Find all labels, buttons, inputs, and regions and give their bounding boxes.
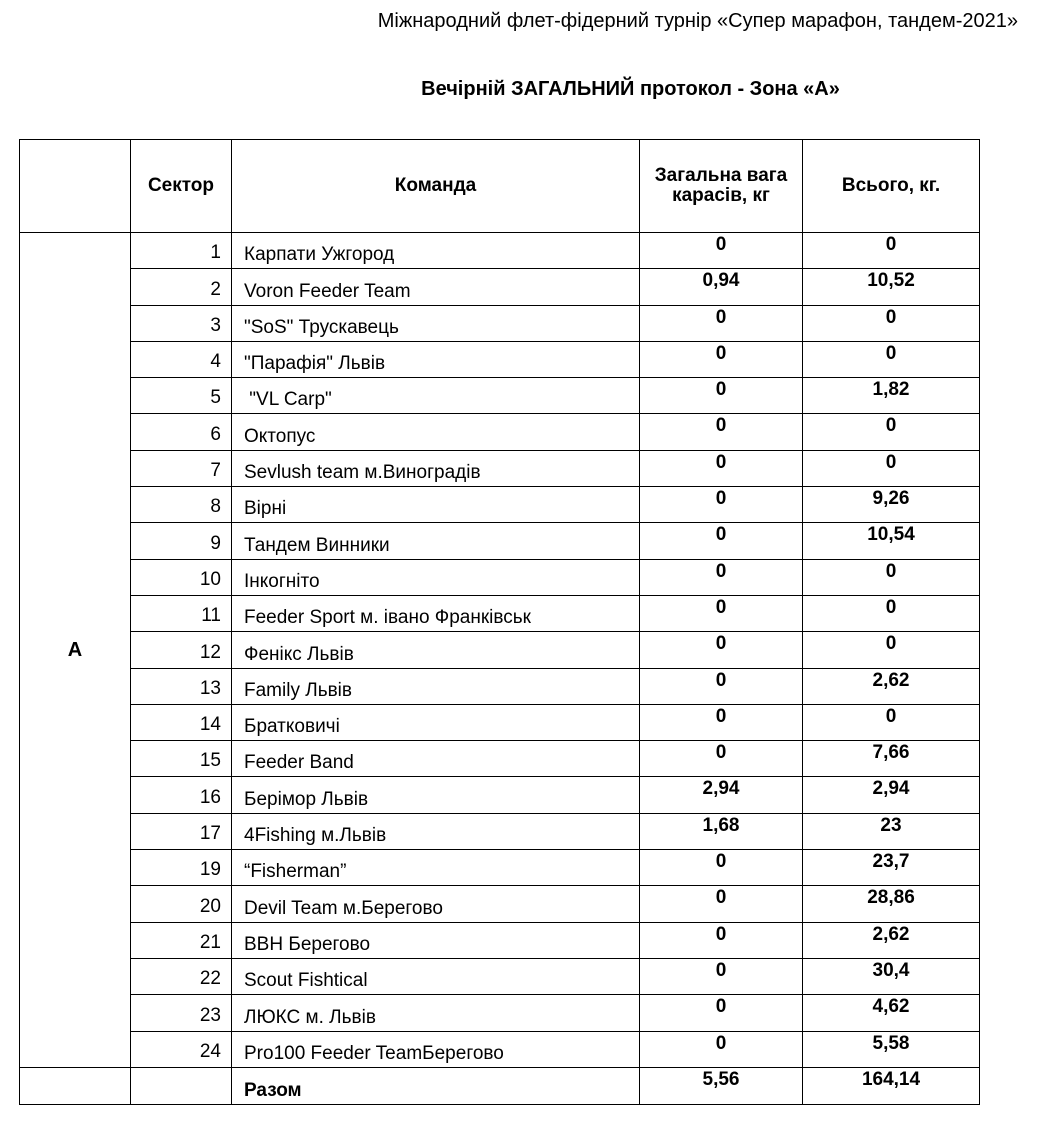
total-cell: 0: [803, 305, 980, 341]
sector-cell: 5: [131, 378, 232, 414]
team-cell: Берімор Львів: [232, 777, 640, 813]
table-row: [20, 922, 980, 958]
total-cell: 0: [803, 595, 980, 631]
zone-cell: А: [20, 233, 131, 1068]
sector-cell: 3: [131, 305, 232, 341]
total-cell: 2,94: [803, 777, 980, 813]
sector-cell: 1: [131, 233, 232, 269]
table-row: [20, 668, 980, 704]
team-cell: Карпати Ужгород: [232, 233, 640, 269]
team-cell: Scout Fishtical: [232, 958, 640, 994]
sector-cell: 10: [131, 559, 232, 595]
total-cell: 7,66: [803, 741, 980, 777]
sector-cell: 19: [131, 850, 232, 886]
total-cell: 0: [803, 450, 980, 486]
team-cell: 4Fishing м.Львів: [232, 813, 640, 849]
sector-cell: 2: [131, 269, 232, 305]
table-body: [20, 233, 980, 1105]
document-title: Міжнародний флет-фідерний турнір «Супер марафон, тандем-2021»: [377, 10, 1018, 32]
total-row: [20, 1067, 980, 1104]
team-cell: Feeder Sport м. івано Франківськ: [232, 595, 640, 631]
sector-cell: 20: [131, 886, 232, 922]
team-cell: Братковичі: [232, 704, 640, 740]
total-cell: 0: [803, 233, 980, 269]
total-cell: 0: [803, 414, 980, 450]
team-cell: Voron Feeder Team: [232, 269, 640, 305]
weight-cell: 0: [640, 668, 803, 704]
table-row: [20, 995, 980, 1031]
table-row: [20, 850, 980, 886]
column-header-sector: Сектор: [131, 140, 232, 233]
sector-cell: 7: [131, 450, 232, 486]
table-row: [20, 414, 980, 450]
table-row: [20, 378, 980, 414]
weight-cell: 0: [640, 341, 803, 377]
team-cell: Feeder Band: [232, 741, 640, 777]
weight-cell: 0: [640, 523, 803, 559]
weight-cell: 0: [640, 414, 803, 450]
weight-cell: 0: [640, 559, 803, 595]
team-cell: "Парафія" Львів: [232, 341, 640, 377]
table-row: [20, 305, 980, 341]
table-row: [20, 559, 980, 595]
column-header-zone: [20, 140, 131, 233]
table-row: [20, 741, 980, 777]
table-row: [20, 704, 980, 740]
table-row: [20, 813, 980, 849]
sector-cell: 8: [131, 487, 232, 523]
weight-cell: 0: [640, 450, 803, 486]
sector-cell: 16: [131, 777, 232, 813]
team-cell: Devil Team м.Берегово: [232, 886, 640, 922]
weight-cell: 0: [640, 995, 803, 1031]
team-cell: “Fisherman”: [232, 850, 640, 886]
team-cell: Family Львів: [232, 668, 640, 704]
table-row: [20, 958, 980, 994]
table-row: [20, 269, 980, 305]
total-cell: 0: [803, 341, 980, 377]
weight-cell: 2,94: [640, 777, 803, 813]
weight-cell: 0,94: [640, 269, 803, 305]
header-row: [20, 140, 980, 233]
team-cell: Інкогніто: [232, 559, 640, 595]
sector-cell: 22: [131, 958, 232, 994]
table-row: [20, 595, 980, 631]
team-cell: Вірні: [232, 487, 640, 523]
total-sector-cell: [131, 1067, 232, 1104]
table-row: [20, 886, 980, 922]
sector-cell: 24: [131, 1031, 232, 1067]
team-cell: ЛЮКС м. Львів: [232, 995, 640, 1031]
weight-cell: 0: [640, 595, 803, 631]
total-cell: 10,54: [803, 523, 980, 559]
column-header-team: Команда: [232, 140, 640, 233]
weight-cell: 0: [640, 233, 803, 269]
weight-cell: 0: [640, 958, 803, 994]
total-label-cell: Разом: [232, 1067, 640, 1104]
team-cell: Pro100 Feeder TeamБерегово: [232, 1031, 640, 1067]
total-cell: 2,62: [803, 668, 980, 704]
table-row: [20, 523, 980, 559]
column-header-weight: Загальна вага карасів, кг: [640, 140, 803, 233]
table-row: [20, 487, 980, 523]
team-cell: Тандем Винники: [232, 523, 640, 559]
weight-cell: 0: [640, 886, 803, 922]
weight-cell: 0: [640, 1031, 803, 1067]
total-cell: 5,58: [803, 1031, 980, 1067]
total-cell: 30,4: [803, 958, 980, 994]
table-row: [20, 777, 980, 813]
team-cell: ВВН Берегово: [232, 922, 640, 958]
sector-cell: 9: [131, 523, 232, 559]
total-zone-cell: [20, 1067, 131, 1104]
sector-cell: 4: [131, 341, 232, 377]
results-table: [19, 139, 980, 1105]
sector-cell: 12: [131, 632, 232, 668]
total-cell: 2,62: [803, 922, 980, 958]
sector-cell: 6: [131, 414, 232, 450]
total-weight-cell: 5,56: [640, 1067, 803, 1104]
sector-cell: 17: [131, 813, 232, 849]
team-cell: "SoS" Трускавець: [232, 305, 640, 341]
team-cell: Фенікс Львів: [232, 632, 640, 668]
total-cell: 0: [803, 559, 980, 595]
sector-cell: 23: [131, 995, 232, 1031]
protocol-subtitle: Вечірній ЗАГАЛЬНИЙ протокол - Зона «А»: [421, 78, 840, 100]
weight-cell: 0: [640, 632, 803, 668]
total-cell: 4,62: [803, 995, 980, 1031]
total-cell: 9,26: [803, 487, 980, 523]
sector-cell: 13: [131, 668, 232, 704]
weight-cell: 0: [640, 704, 803, 740]
team-cell: Sevlush team м.Виноградів: [232, 450, 640, 486]
weight-cell: 0: [640, 922, 803, 958]
sector-cell: 14: [131, 704, 232, 740]
weight-cell: 0: [640, 741, 803, 777]
total-cell: 0: [803, 704, 980, 740]
total-cell: 10,52: [803, 269, 980, 305]
total-cell: 23,7: [803, 850, 980, 886]
total-cell: 28,86: [803, 886, 980, 922]
total-cell: 23: [803, 813, 980, 849]
weight-cell: 0: [640, 487, 803, 523]
sector-cell: 15: [131, 741, 232, 777]
table-row: [20, 341, 980, 377]
column-header-total: Всього, кг.: [803, 140, 980, 233]
grand-total-cell: 164,14: [803, 1067, 980, 1104]
table-row: [20, 233, 980, 269]
total-cell: 0: [803, 632, 980, 668]
team-cell: "VL Carp": [232, 378, 640, 414]
table-row: [20, 632, 980, 668]
weight-cell: 0: [640, 378, 803, 414]
sector-cell: 21: [131, 922, 232, 958]
table-row: [20, 1031, 980, 1067]
table-row: [20, 450, 980, 486]
weight-cell: 1,68: [640, 813, 803, 849]
weight-cell: 0: [640, 850, 803, 886]
sector-cell: 11: [131, 595, 232, 631]
total-cell: 1,82: [803, 378, 980, 414]
weight-cell: 0: [640, 305, 803, 341]
team-cell: Октопус: [232, 414, 640, 450]
